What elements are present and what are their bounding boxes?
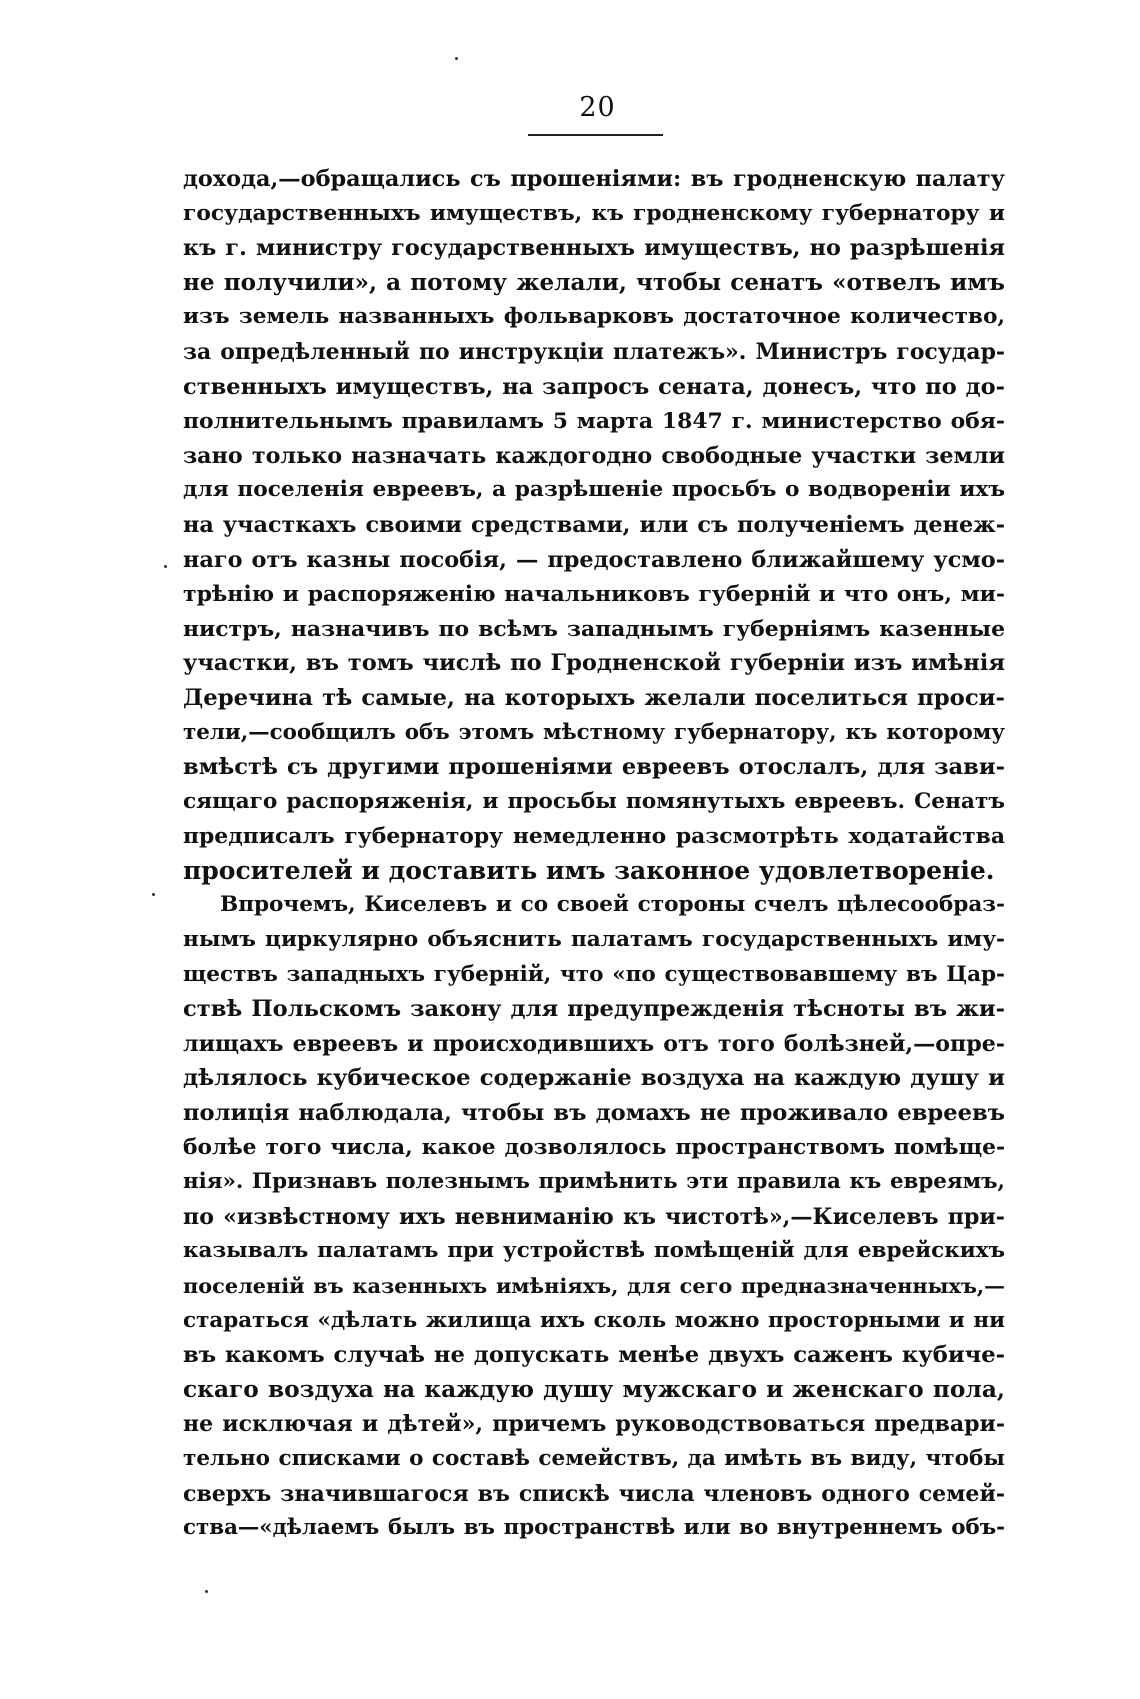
text-line: полиція наблюдала, чтобы въ домахъ не проживало евреевъ [183,1100,1005,1127]
text-line: зано только назначать каждогодно свободные участки земли [183,442,1005,469]
text-line: изъ земель названныхъ фольварковъ достаточное количество, [183,304,1005,330]
body-text [183,162,1005,1546]
text-line: участки, въ томъ числѣ по Гродненской губерніи изъ имѣнія [183,650,1005,677]
text-line: наго отъ казны пособія, — предоставлено ближайшему усмо- [183,546,1005,573]
text-line: дѣлялось кубическое содержаніе воздуха на каждую душу и [183,1065,1005,1092]
text-line: ствѣ Польскомъ закону для предупрежденія тѣсноты въ жи- [183,996,1005,1023]
text-line: казывалъ палатамъ при устройствѣ помѣщеній для еврейскихъ [183,1238,1005,1264]
text-line: дохода,—обращались съ прошеніями: въ гродненскую палату [183,166,1005,192]
text-line: ства—«дѣлаемъ былъ въ пространствѣ или во внутреннемъ объ- [183,1515,1005,1541]
text-line: къ г. министру государственныхъ имуществъ, но разрѣшенія [183,235,1005,262]
text-line: сверхъ значившагося въ спискѣ числа членовъ одного семей- [183,1480,1005,1507]
text-line: по «извѣстному ихъ невниманію къ чистотѣ»,—Киселевъ при- [183,1203,1005,1230]
print-speck [164,565,167,568]
text-line: трѣнію и распоряженію начальниковъ губерній и что онъ, ми- [183,581,1005,608]
text-line: Деречина тѣ самые, на которыхъ желали поселиться проси- [183,684,1005,711]
text-line: ственныхъ имуществъ, на запросъ сената, донесъ, что по до- [183,373,1005,400]
text-line: нистръ, назначивъ по всѣмъ западнымъ губерніямъ казенные [183,615,1005,642]
text-line: нымъ циркулярно объяснить палатамъ государственныхъ иму- [183,927,1005,953]
text-line: не получили», а потому желали, чтобы сенатъ «отвелъ имъ [183,268,1005,296]
paragraph-end-line: просителей и доставить имъ законное удовлетвореніе. [183,855,995,885]
paragraph-start-line: Впрочемъ, Киселевъ и со своей стороны счелъ цѣлесообраз- [220,892,1005,918]
text-line: не исключая и дѣтей», причемъ руководствоваться предвари- [183,1411,1005,1438]
text-line: лищахъ евреевъ и происходившихъ отъ того болѣзней,—опре- [183,1030,1005,1057]
text-line: государственныхъ имуществъ, къ гродненскому губернатору и [183,200,1005,226]
page-number: 20 [579,92,616,123]
print-speck [152,893,155,896]
text-line: на участкахъ своими средствами, или съ полученіемъ денеж- [183,511,1005,538]
text-line: за опредѣленный по инструкціи платежъ». Министръ государ- [183,338,1005,365]
header-rule [528,134,663,136]
text-line: поселеній въ казенныхъ имѣніяхъ, для сего предназначенныхъ,— [183,1273,1005,1298]
text-line: стараться «дѣлать жилища ихъ сколь можно просторными и ни [183,1307,1005,1333]
text-line: для поселенія евреевъ, а разрѣшеніе просьбъ о водвореніи ихъ [183,477,1005,503]
text-line: ществъ западныхъ губерній, что «по существовавшему въ Цар- [183,961,1005,987]
text-line: болѣе того числа, какое дозволялось пространствомъ помѣще- [183,1134,1005,1160]
text-line: нія». Признавъ полезнымъ примѣнить эти правила къ евреямъ, [183,1169,1005,1195]
text-line: тельно списками о составѣ семействъ, да имѣть въ виду, чтобы [183,1445,1005,1471]
print-speck [455,57,458,60]
text-line: въ какомъ случаѣ не допускать менѣе двухъ саженъ кубиче- [183,1342,1005,1369]
text-line: скаго воздуха на каждую душу мужскаго и женскаго пола, [183,1375,1005,1403]
print-speck [205,1590,208,1593]
text-line: полнительнымъ правиламъ 5 марта 1847 г. министерство обя- [183,408,1005,435]
text-line: сящаго распоряженія, и просьбы помянутыхъ евреевъ. Сенатъ [183,788,1005,814]
text-line: тели,—сообщилъ объ этомъ мѣстному губернатору, къ которому [183,719,1005,745]
text-line: предписалъ губернатору немедленно разсмотрѣть ходатайства [183,823,1005,850]
text-line: вмѣстѣ съ другими прошеніями евреевъ отослалъ, для зави- [183,754,1005,781]
